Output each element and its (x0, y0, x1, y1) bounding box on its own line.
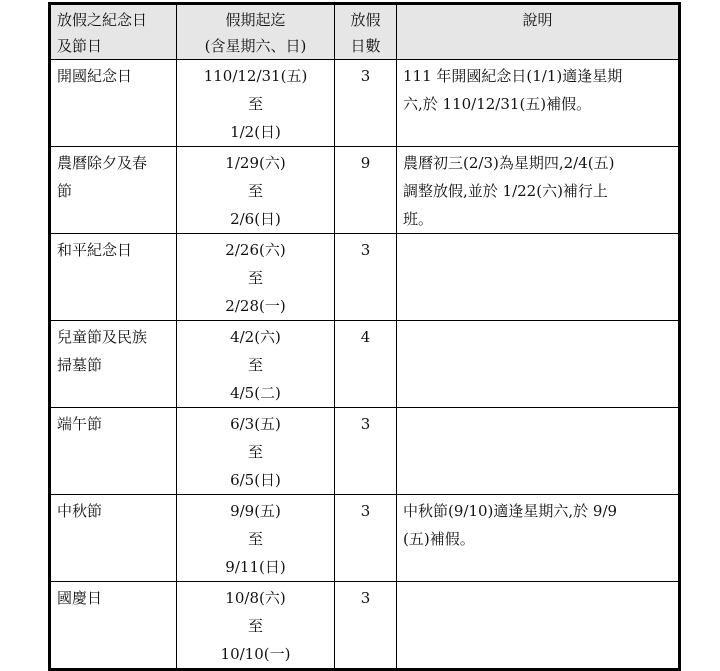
note-line: 調整放假,並於 1/22(六)補行上 (403, 182, 608, 200)
period-end: 9/11(日) (225, 558, 286, 576)
header-name-line2: 及節日 (57, 37, 103, 55)
holiday-name-cell (50, 60, 177, 147)
note-cell (397, 60, 680, 147)
holiday-name: 農曆除夕及春 (57, 154, 148, 172)
period-start: 110/12/31(五) (203, 67, 308, 85)
note-line: 六,於 110/12/31(五)補假。 (403, 95, 592, 113)
table-row (50, 60, 680, 147)
header-days-line2: 日數 (350, 37, 381, 55)
period-to: 至 (247, 95, 263, 113)
note-cell (397, 582, 680, 670)
note-line: 農曆初三(2/3)為星期四,2/4(五) (403, 154, 615, 172)
holiday-name: 和平紀念日 (57, 241, 133, 259)
days-value: 3 (360, 589, 371, 607)
period-to: 至 (247, 269, 263, 287)
period-cell (177, 408, 335, 495)
period-cell (177, 60, 335, 147)
days-value: 4 (360, 328, 371, 346)
period-start: 2/26(六) (225, 241, 286, 259)
period-cell (177, 147, 335, 234)
days-value: 3 (360, 502, 371, 520)
header-period-line1: 假期起迄 (225, 11, 286, 29)
days-value: 3 (360, 415, 371, 433)
period-cell (177, 495, 335, 582)
note-line: 班。 (403, 210, 434, 228)
header-note (397, 4, 680, 60)
header-note-text: 說明 (522, 11, 553, 29)
holiday-name: 兒童節及民族 (57, 328, 148, 346)
days-cell (335, 234, 397, 321)
period-cell (177, 234, 335, 321)
days-value: 3 (360, 241, 371, 259)
period-end: 10/10(一) (220, 645, 291, 663)
header-days (335, 4, 397, 60)
holiday-name-cell (50, 495, 177, 582)
table-row (50, 408, 680, 495)
header-period (177, 4, 335, 60)
period-to: 至 (247, 617, 263, 635)
note-cell (397, 408, 680, 495)
holiday-table (48, 2, 681, 671)
holiday-name: 開國紀念日 (57, 67, 133, 85)
holiday-name: 國慶日 (57, 589, 103, 607)
note-cell (397, 234, 680, 321)
days-cell (335, 321, 397, 408)
days-cell (335, 60, 397, 147)
table-row (50, 321, 680, 408)
holiday-name-cell (50, 321, 177, 408)
days-cell (335, 582, 397, 670)
period-start: 4/2(六) (230, 328, 281, 346)
holiday-name-cont: 掃墓節 (57, 356, 103, 374)
period-to: 至 (247, 182, 263, 200)
holiday-name-cell (50, 582, 177, 670)
days-value: 9 (360, 154, 371, 172)
note-cell (397, 321, 680, 408)
note-line: (五)補假。 (403, 530, 475, 548)
holiday-name: 端午節 (57, 415, 103, 433)
header-name-line1: 放假之紀念日 (57, 11, 148, 29)
table-row (50, 582, 680, 670)
holiday-name-cell (50, 408, 177, 495)
holiday-name: 中秋節 (57, 502, 103, 520)
period-end: 4/5(二) (230, 384, 281, 402)
period-end: 1/2(日) (230, 123, 281, 141)
period-cell (177, 321, 335, 408)
period-start: 1/29(六) (225, 154, 286, 172)
table-header-row (50, 4, 680, 60)
table-row (50, 147, 680, 234)
holiday-name-cell (50, 234, 177, 321)
period-to: 至 (247, 443, 263, 461)
header-period-line2: (含星期六、日) (204, 37, 307, 55)
holiday-name-cell (50, 147, 177, 234)
table-row (50, 234, 680, 321)
holiday-name-cont: 節 (57, 182, 73, 200)
period-to: 至 (247, 356, 263, 374)
header-days-line1: 放假 (350, 11, 381, 29)
period-end: 2/28(一) (225, 297, 286, 315)
period-end: 6/5(日) (230, 471, 281, 489)
period-start: 9/9(五) (230, 502, 281, 520)
days-cell (335, 147, 397, 234)
table-row (50, 495, 680, 582)
header-holiday-name (50, 4, 177, 60)
note-cell (397, 147, 680, 234)
note-line: 中秋節(9/10)適逢星期六,於 9/9 (403, 502, 618, 520)
period-start: 6/3(五) (230, 415, 281, 433)
period-to: 至 (247, 530, 263, 548)
period-cell (177, 582, 335, 670)
note-cell (397, 495, 680, 582)
days-value: 3 (360, 67, 371, 85)
days-cell (335, 495, 397, 582)
period-start: 10/8(六) (225, 589, 286, 607)
period-end: 2/6(日) (230, 210, 281, 228)
days-cell (335, 408, 397, 495)
note-line: 111 年開國紀念日(1/1)適逢星期 (403, 67, 623, 85)
